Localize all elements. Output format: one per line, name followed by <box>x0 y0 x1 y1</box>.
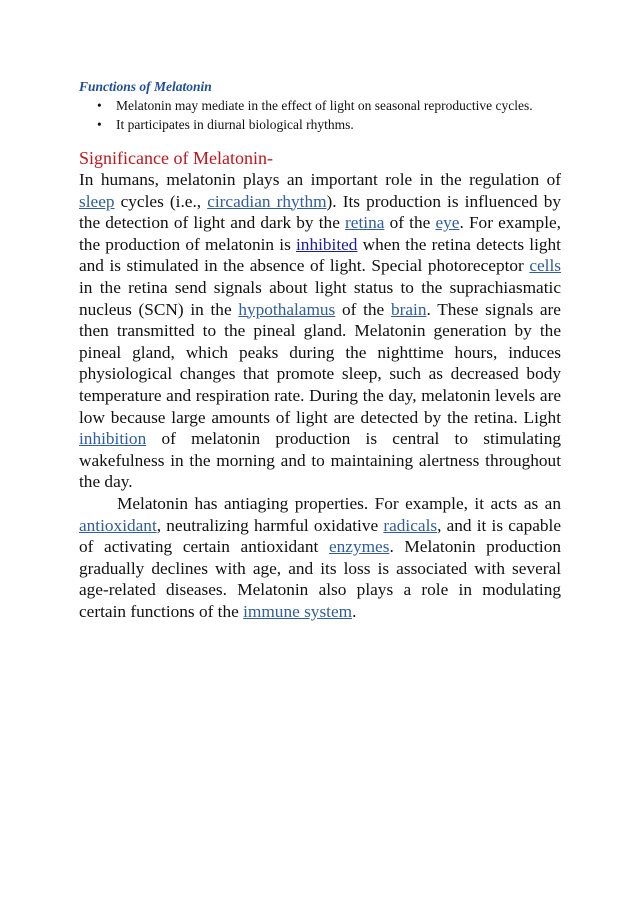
link-brain[interactable]: brain <box>390 299 427 319</box>
list-item-text: It participates in diurnal biological rhythms. <box>116 116 354 132</box>
text-run: . Melatonin production gradually declines with age, and its loss is associated with several age-related diseases. Melatonin also plays a role in modulating certain functions of the <box>79 537 561 621</box>
text-run: when the retina detects light and is stimulated in the absence of light. Special photoreceptor <box>79 234 561 276</box>
functions-heading: Functions of Melatonin <box>79 79 212 94</box>
link-eye[interactable]: eye <box>435 213 460 233</box>
significance-heading: Significance of Melatonin- <box>79 148 273 168</box>
bullet-icon: • <box>97 116 102 132</box>
text-run: . These signals are then transmitted to the pineal gland. Melatonin generation by the pineal gland, which peaks during the nighttime hours, induces physiological changes that promote sleep, such as decreased body temperature and respiration rate. During the day, melatonin levels are low because large amounts of light are detected by the retina. Light <box>79 299 561 427</box>
list-item <box>79 116 561 134</box>
bullet-icon: • <box>97 98 102 113</box>
text-run: of the <box>335 299 391 319</box>
significance-paragraph-2 <box>79 493 561 623</box>
text-run: Melatonin has antiaging properties. For example, it acts as an <box>117 493 561 513</box>
text-run: in the retina send signals about light status to the suprachiasmatic nucleus (SCN) in the <box>79 277 561 319</box>
text-run: In humans, melatonin plays an important role in the regulation of <box>79 170 561 189</box>
link-retina[interactable]: retina <box>345 213 385 233</box>
text-run: . <box>352 601 357 621</box>
link-radicals[interactable]: radicals <box>383 515 438 535</box>
text-run: , and it is capable of activating certain antioxidant <box>79 515 561 557</box>
text-run: of the <box>384 213 436 233</box>
text-run: . For example, the production of melatonin is <box>79 213 561 254</box>
link-inhibited[interactable]: inhibited <box>296 234 358 254</box>
link-cells[interactable]: cells <box>529 256 561 276</box>
functions-list <box>79 97 561 133</box>
significance-paragraph-1 <box>79 169 561 493</box>
link-sleep[interactable]: sleep <box>79 191 115 211</box>
link-enzymes[interactable]: enzymes <box>328 537 390 557</box>
link-inhibition[interactable]: inhibition <box>79 429 147 449</box>
text-run: of melatonin production is central to stimulating wakefulness in the morning and to maintaining alertness throughout the day. <box>79 429 561 492</box>
link-hypothalamus[interactable]: hypothalamus <box>238 299 336 319</box>
list-item <box>79 97 561 115</box>
text-run: ). Its production is influenced by the detection of light and dark by the <box>79 191 561 233</box>
document-page <box>79 78 561 622</box>
text-run: cycles (i.e., <box>114 191 208 211</box>
link-circadian-rhythm[interactable]: circadian rhythm <box>207 191 327 211</box>
link-immune-system[interactable]: immune system <box>243 601 353 621</box>
list-item-text: Melatonin may mediate in the effect of light on seasonal reproductive cycles. <box>116 98 533 113</box>
text-run: , neutralizing harmful oxidative <box>156 515 384 535</box>
link-antioxidant[interactable]: antioxidant <box>79 515 157 535</box>
